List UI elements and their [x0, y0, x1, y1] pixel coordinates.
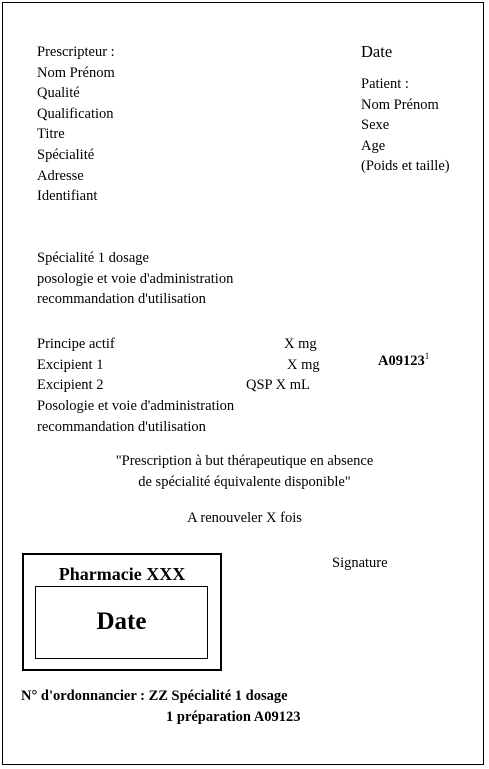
preparation-posology: Posologie et voie d'administration [37, 398, 235, 414]
prescription-date: Date [361, 42, 393, 61]
ingredient-quantity: X mg [287, 357, 320, 373]
prescriber-qualification: Qualification [37, 105, 114, 122]
patient-heading: Patient : [361, 76, 409, 92]
prescriber-specialty: Spécialité [37, 146, 95, 163]
ingredient-name: Excipient 2 [37, 377, 104, 393]
renewal-count: A renouveler X fois [187, 510, 302, 526]
prescriber-block [37, 42, 115, 207]
ingredient-quantity: X mg [284, 336, 317, 352]
mention-line-2: de spécialité équivalente disponible" [138, 473, 351, 490]
signature-label: Signature [332, 555, 388, 571]
ordonnancier-line-1: N° d'ordonnancier : ZZ Spécialité 1 dosage [21, 688, 288, 704]
preparation-code-footnote: 1 [424, 351, 430, 362]
specialty-name: Spécialité 1 dosage [37, 250, 149, 266]
patient-block [361, 74, 450, 177]
prescriber-heading: Prescripteur : [37, 44, 115, 60]
ingredient-quantity: QSP X mL [246, 377, 310, 393]
pharmacy-stamp [22, 553, 222, 671]
stamp-date: Date [96, 608, 147, 635]
specialty-recommendation: recommandation d'utilisation [37, 291, 206, 308]
prescriber-name: Nom Prénom [37, 64, 115, 81]
ingredient-name: Excipient 1 [37, 357, 104, 373]
prescriber-address: Adresse [37, 167, 84, 184]
prescription-mention [0, 451, 489, 492]
patient-age: Age [361, 137, 386, 154]
specialty-block [37, 248, 233, 310]
preparation-instructions [37, 396, 234, 437]
preparation-recommendation: recommandation d'utilisation [37, 418, 206, 435]
pharmacy-name: Pharmacie XXX [58, 564, 186, 584]
prescriber-identifier: Identifiant [37, 188, 98, 205]
preparation-code-text: A09123 [378, 353, 425, 369]
preparation-code [378, 351, 429, 372]
prescriber-quality: Qualité [37, 85, 80, 102]
mention-line-1: "Prescription à but thérapeutique en absence [115, 453, 374, 469]
patient-weight-height: (Poids et taille) [361, 158, 450, 175]
ingredient-name: Principe actif [37, 336, 115, 352]
prescriber-title: Titre [37, 126, 65, 143]
ordonnancier-line-2: 1 préparation A09123 [166, 709, 301, 725]
specialty-posology: posologie et voie d'administration [37, 270, 234, 287]
patient-sex: Sexe [361, 117, 390, 134]
stamp-date-box [35, 586, 208, 659]
patient-name: Nom Prénom [361, 96, 439, 113]
